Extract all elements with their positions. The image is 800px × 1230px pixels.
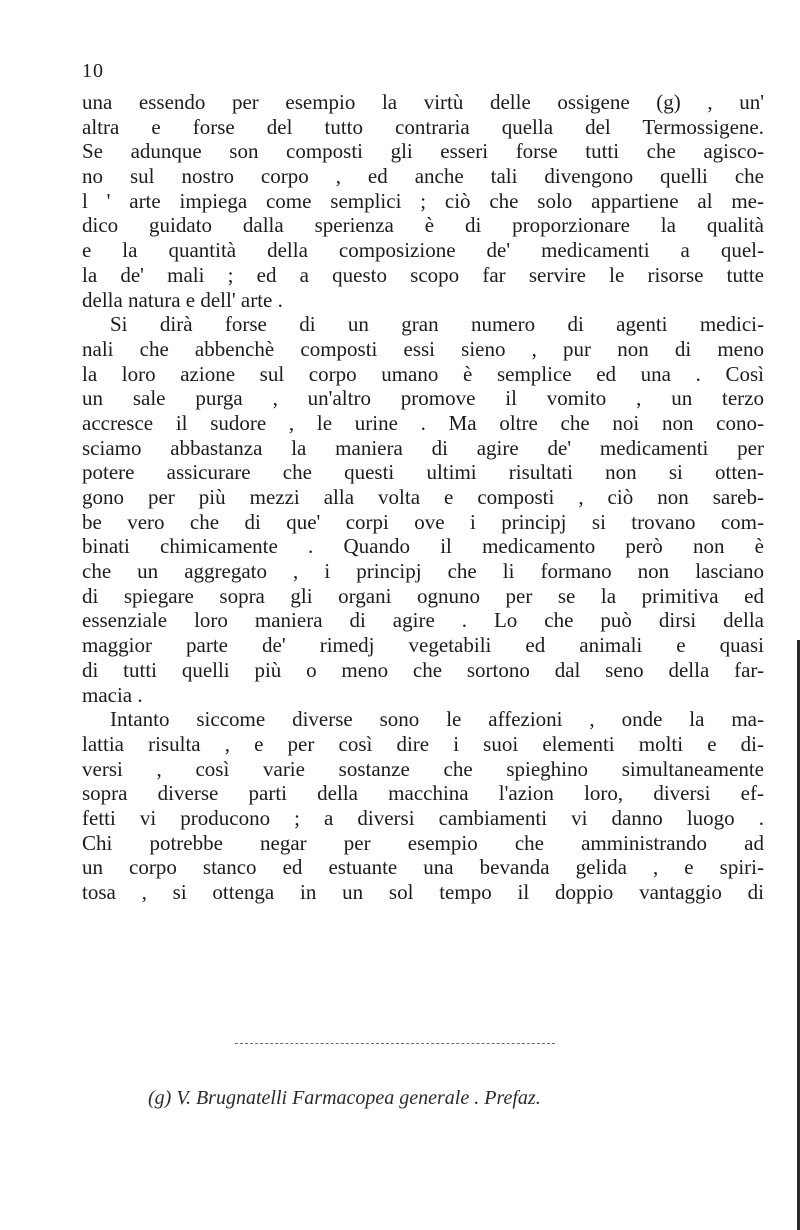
text-line: Intanto siccome diverse sono le affezioni , onde la ma-	[110, 707, 764, 732]
text-line: un corpo stanco ed estuante una bevanda gelida , e spiri-	[82, 855, 764, 880]
text-line: la de' mali ; ed a questo scopo far servire le risorse tutte	[82, 262, 764, 287]
text-line: Chi potrebbe negar per esempio che amministrando ad	[82, 830, 764, 855]
text-line: maggior parte de' rimedj vegetabili ed animali e quasi	[82, 633, 764, 658]
text-line: altra e forse del tutto contraria quella del Termossigene.	[82, 114, 764, 139]
page-number: 10	[82, 60, 104, 82]
text-line: che un aggregato , i principj che li formano non lasciano	[82, 559, 764, 584]
text-line: Si dirà forse di un gran numero di agenti medici-	[110, 312, 764, 337]
text-line: essenziale loro maniera di agire . Lo che può dirsi della	[82, 608, 764, 633]
text-line: fetti vi producono ; a diversi cambiamenti vi danno luogo .	[82, 805, 764, 830]
footnote: (g) V. Brugnatelli Farmacopea generale . Prefaz.	[148, 1087, 541, 1109]
text-line: gono per più mezzi alla volta e composti , ciò non sareb-	[82, 485, 764, 509]
text-line: nali che abbenchè composti essi sieno , pur non di meno	[82, 336, 764, 361]
body-text	[82, 90, 764, 905]
footnote-divider	[235, 1043, 555, 1044]
text-line: binati chimicamente . Quando il medicamento però non è	[82, 534, 764, 559]
text-line: una essendo per esempio la virtù delle ossigene (g) , un'	[82, 90, 764, 114]
text-line: un sale purga , un'altro promove il vomito , un terzo	[82, 386, 764, 411]
text-line: e la quantità della composizione de' medicamenti a quel-	[82, 238, 764, 263]
text-line: tosa , si ottenga in un sol tempo il doppio vantaggio di	[82, 880, 764, 904]
text-line: sopra diverse parti della macchina l'azion loro, diversi ef-	[82, 781, 764, 806]
text-line: sciamo abbastanza la maniera di agire de' medicamenti per	[82, 435, 764, 460]
text-line: macia .	[82, 682, 143, 707]
text-line: no sul nostro corpo , ed anche tali divengono quelli che	[82, 164, 764, 189]
text-line: be vero che di que' corpi ove i principj si trovano com-	[82, 509, 764, 534]
text-line: dico guidato dalla sperienza è di proporzionare la qualità	[82, 213, 764, 238]
text-line: accresce il sudore , le urine . Ma oltre che noi non cono-	[82, 410, 764, 435]
text-line: di spiegare sopra gli organi ognuno per se la primitiva ed	[82, 583, 764, 608]
text-line: l ' arte impiega come semplici ; ciò che solo appartiene al me-	[82, 188, 764, 213]
text-line: la loro azione sul corpo umano è semplice ed una . Così	[82, 361, 764, 386]
text-line: lattia risulta , e per così dire i suoi elementi molti e di-	[82, 731, 764, 756]
text-line: potere assicurare che questi ultimi risultati non si otten-	[82, 460, 764, 485]
text-line: Se adunque son composti gli esseri forse tutti che agisco-	[82, 139, 764, 164]
text-line: di tutti quelli più o meno che sortono dal seno della far-	[82, 657, 764, 682]
text-line: della natura e dell' arte .	[82, 287, 283, 312]
text-line: versi , così varie sostanze che spieghino simultaneamente	[82, 756, 764, 781]
